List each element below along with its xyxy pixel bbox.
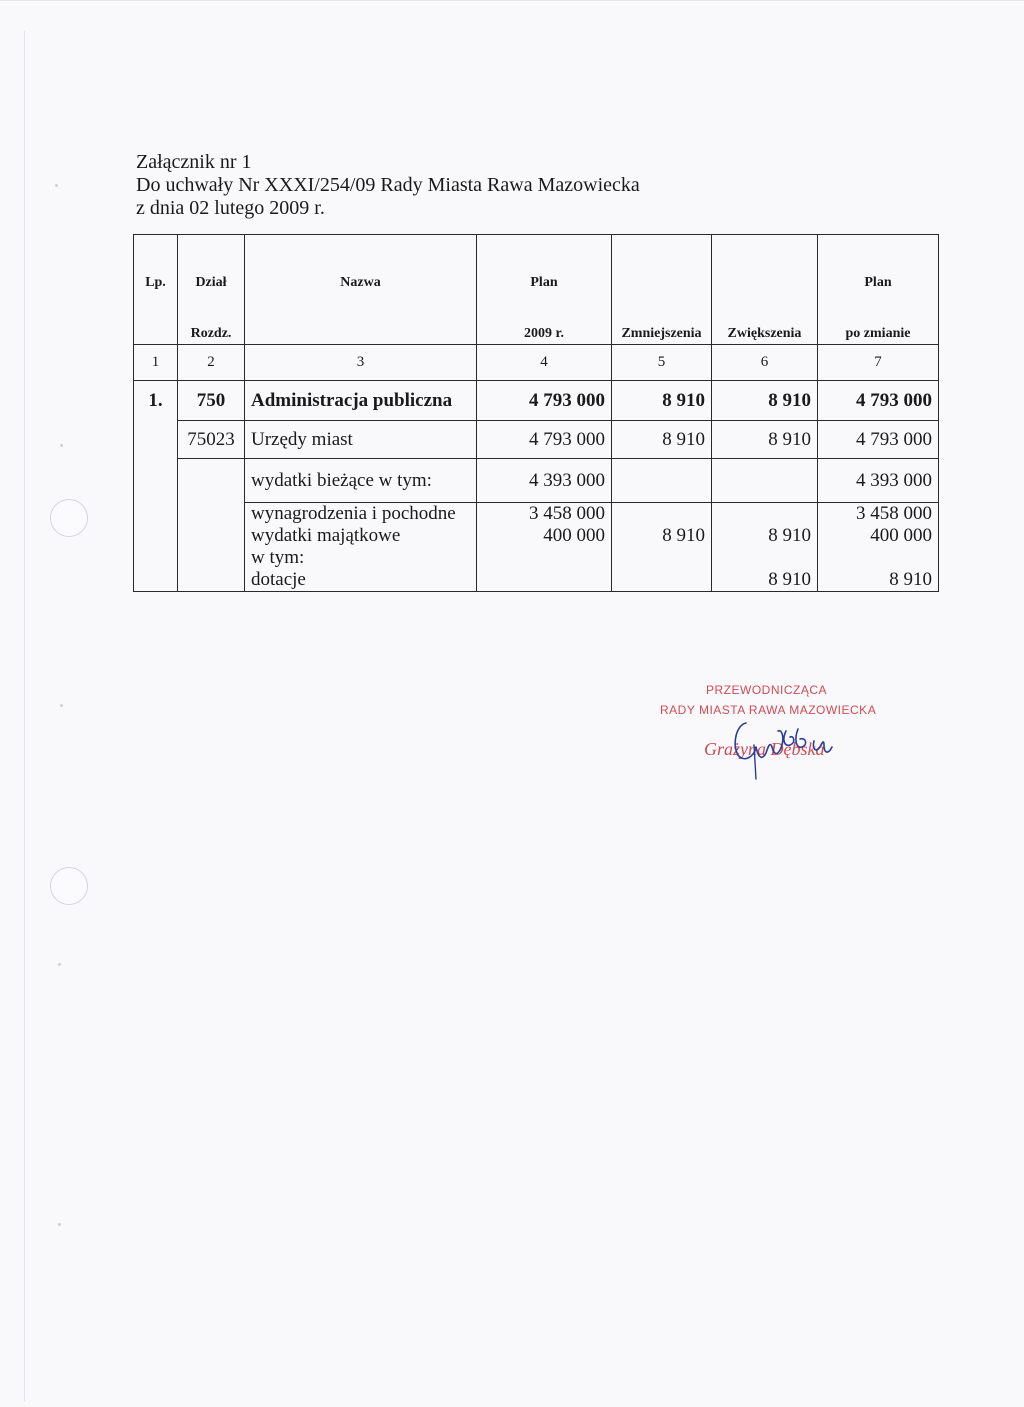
cell-lp-empty — [134, 503, 178, 592]
cell-zwiekszenia: 8 910 — [712, 421, 818, 459]
cell-nazwa: Urzędy miast — [245, 421, 477, 459]
value-majatkowe-zmniejszenia: 8 910 — [662, 525, 705, 546]
table-row-dzial — [134, 381, 939, 421]
cell-plan: 4 793 000 — [477, 381, 612, 421]
column-number: 1 — [134, 345, 178, 381]
column-number: 4 — [477, 345, 612, 381]
punch-hole — [50, 499, 88, 537]
cell-lp-empty — [134, 421, 178, 459]
scan-speck — [55, 184, 58, 187]
table-row-details — [134, 503, 939, 592]
scan-speck — [60, 444, 63, 447]
cell-zwiekszenia: 8 910 — [712, 381, 818, 421]
value-dotacje-po: 8 910 — [889, 569, 932, 590]
cell-plan: 4 393 000 — [477, 459, 612, 503]
cell-zwiekszenia-empty — [712, 459, 818, 503]
header-plan: Plan 2009 r. — [477, 235, 612, 345]
cell-po-zmianie: 4 793 000 — [818, 381, 939, 421]
cell-zmniejszenia: 8 910 — [612, 381, 712, 421]
cell-nazwa: Administracja publiczna — [245, 381, 477, 421]
scan-speck — [60, 704, 63, 707]
header-zmniejszenia: Zmniejszenia — [612, 235, 712, 345]
cell-zmniejszenia-empty — [612, 459, 712, 503]
resolution-reference: Do uchwały Nr XXXI/254/09 Rady Miasta Rawa Mazowiecka — [136, 174, 640, 196]
cell-zmniejszenia-details — [612, 503, 712, 592]
column-number: 6 — [712, 345, 818, 381]
header-lp: Lp. — [134, 235, 178, 345]
value-wynagrodzenia-po: 3 458 000 — [856, 503, 932, 524]
scan-speck — [58, 1223, 61, 1226]
value-majatkowe-plan: 400 000 — [543, 525, 605, 546]
column-number-row — [134, 345, 939, 381]
stamp-council: RADY MIASTA RAWA MAZOWIECKA — [660, 703, 877, 717]
budget-table — [133, 234, 939, 592]
annex-title: Załącznik nr 1 — [136, 151, 252, 173]
cell-rozdz-empty — [178, 459, 245, 503]
header-dzial-rozdz: Dział Rozdz. — [178, 235, 245, 345]
column-number: 2 — [178, 345, 245, 381]
cell-zmniejszenia: 8 910 — [612, 421, 712, 459]
cell-plan: 4 793 000 — [477, 421, 612, 459]
column-number: 7 — [818, 345, 939, 381]
cell-po-zmianie: 4 793 000 — [818, 421, 939, 459]
page-edge — [24, 31, 25, 1401]
value-dotacje-zwiekszenia: 8 910 — [768, 569, 811, 590]
column-number: 5 — [612, 345, 712, 381]
cell-po-zmianie-details — [818, 503, 939, 592]
stamp-name: Grażyna Dębska — [704, 739, 825, 759]
value-majatkowe-zwiekszenia: 8 910 — [768, 525, 811, 546]
stamp-title: PRZEWODNICZĄCA — [706, 683, 827, 697]
label-dotacje: dotacje — [251, 569, 306, 590]
cell-zwiekszenia-details — [712, 503, 818, 592]
value-majatkowe-po: 400 000 — [870, 525, 932, 546]
cell-dzial: 750 — [178, 381, 245, 421]
header-zwiekszenia: Zwiększenia — [712, 235, 818, 345]
header-row — [134, 235, 939, 345]
column-number: 3 — [245, 345, 477, 381]
cell-plan-details — [477, 503, 612, 592]
document-header — [136, 151, 640, 220]
official-stamp — [660, 683, 900, 793]
resolution-date: z dnia 02 lutego 2009 r. — [136, 197, 325, 219]
cell-lp-empty — [134, 459, 178, 503]
table-row-rozdzial — [134, 421, 939, 459]
cell-rozdz-empty — [178, 503, 245, 592]
punch-hole — [50, 867, 88, 905]
cell-lp: 1. — [134, 381, 178, 421]
cell-po-zmianie: 4 393 000 — [818, 459, 939, 503]
value-wynagrodzenia-plan: 3 458 000 — [529, 503, 605, 524]
cell-nazwa-details — [245, 503, 477, 592]
header-plan-po-zmianie: Plan po zmianie — [818, 235, 939, 345]
header-nazwa: Nazwa — [245, 235, 477, 345]
cell-rozdz: 75023 — [178, 421, 245, 459]
table-row-biezace — [134, 459, 939, 503]
scan-speck — [58, 963, 61, 966]
label-w-tym: w tym: — [251, 547, 305, 568]
handwritten-signature — [698, 701, 848, 781]
label-majatkowe: wydatki majątkowe — [251, 525, 401, 546]
label-wynagrodzenia: wynagrodzenia i pochodne — [251, 503, 456, 524]
cell-nazwa: wydatki bieżące w tym: — [245, 459, 477, 503]
